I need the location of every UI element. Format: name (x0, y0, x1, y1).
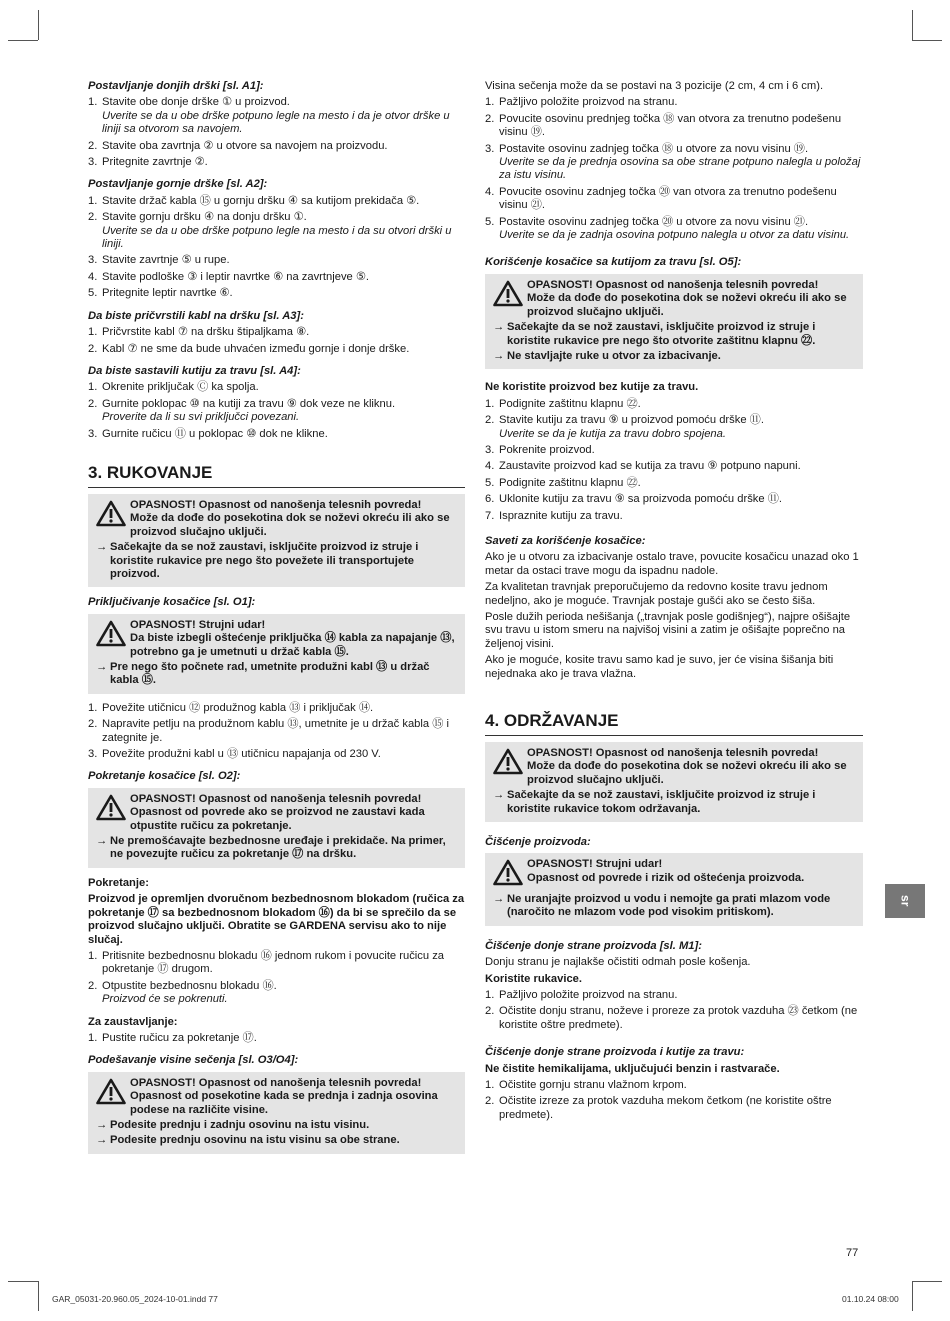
warning-instruction (96, 1119, 457, 1132)
steps-list (88, 326, 465, 356)
crop-mark (38, 1281, 39, 1311)
subheading: Da biste sastavili kutiju za travu [sl. A4]: (88, 364, 301, 377)
list-item-text: Podignite zaštitnu klapnu ㉒. (499, 476, 641, 489)
arrow-right-icon: → (96, 1134, 108, 1147)
list-item-number: 1. (485, 397, 495, 410)
subheading: Korišćenje kosačice sa kutijom za travu [sl. O5]: (485, 256, 742, 269)
list-item-number: 1. (88, 96, 98, 109)
crop-mark (38, 10, 39, 40)
warning-instruction-text: Pre nego što počnete rad, umetnite produžni kabl ⑬ u držač kabla ⑮. (110, 661, 430, 687)
steps-list (88, 195, 465, 301)
list-item-text: Povežite utičnicu ⑫ produžnog kabla ⑬ i priključak ⑭. (102, 701, 374, 714)
left-column (88, 80, 465, 1162)
list-item (88, 211, 465, 251)
warning-triangle-icon (493, 279, 527, 319)
page-number: 77 (846, 1247, 859, 1259)
list-item-number: 7. (485, 509, 495, 522)
warning-title: OPASNOST! Opasnost od nanošenja telesnih povreda! (130, 1076, 422, 1089)
list-item-text: Okrenite priključak Ⓒ ka spolja. (102, 381, 259, 394)
list-item (485, 96, 863, 109)
list-item-text: Pričvrstite kabl ⑦ na dršku štipaljkama ⑧. (102, 326, 310, 339)
list-item-number: 3. (88, 427, 98, 440)
subheading: Priključivanje kosačice [sl. O1]: (88, 596, 256, 609)
warning-triangle-icon (493, 747, 527, 787)
footer-file-info: GAR_05031-20.960.05_2024-10-01.indd 77 (52, 1294, 218, 1304)
warning-text (130, 793, 457, 833)
list-item (88, 702, 465, 715)
list-item-number: 5. (88, 287, 98, 300)
list-item-text: Očistite izreze za protok vazduha mekom četkom (ne koristite oštre predmete). (499, 1095, 832, 1121)
list-item (88, 287, 465, 300)
warning-description: Može da dođe do posekotina dok se noževi okreću ili ako se proizvod slučajno uključi. (130, 512, 450, 538)
warning-title: OPASNOST! Opasnost od nanošenja telesnih povreda! (130, 498, 422, 511)
list-item-number: 2. (485, 1095, 495, 1108)
warning-box (485, 742, 863, 822)
section-heading-rukovanje: 3. RUKOVANJE (88, 463, 465, 488)
list-item-number: 1. (88, 194, 98, 207)
list-item-number: 1. (485, 1078, 495, 1091)
list-item-number: 5. (485, 215, 495, 228)
list-item-number: 2. (485, 414, 495, 427)
list-item-text: Napravite petlju na produžnom kablu ⑬, umetnite je u držač kabla ⑮ i zategnite je. (102, 718, 449, 744)
list-item (88, 718, 465, 745)
footer-date: 01.10.24 08:00 (842, 1294, 899, 1304)
list-item-number: 1. (88, 701, 98, 714)
warning-instruction-text: Ne uranjajte proizvod u vodu i nemojte ga prati mlazom vode (naročito ne mlazom vode pod visokim pritiskom). (507, 892, 831, 919)
steps-list (88, 1032, 465, 1045)
list-item (88, 950, 465, 977)
list-item (485, 143, 863, 183)
warning-text (130, 499, 457, 539)
warning-box (88, 614, 465, 694)
list-item (485, 477, 863, 490)
list-item (88, 326, 465, 339)
warning-triangle-icon (96, 619, 130, 659)
right-column (485, 80, 863, 1125)
list-item-note: Uverite se da je zadnja osovina potpuno nalegla u otvor za datu visinu. (499, 229, 850, 242)
list-item-number: 3. (88, 156, 98, 169)
list-item-text: Pritegnite zavrtnje ②. (102, 156, 208, 169)
steps-list (485, 96, 863, 242)
warning-instruction (493, 893, 855, 920)
list-item-text: Pustite ručicu za pokretanje ⑰. (102, 1031, 257, 1044)
list-item-number: 1. (88, 1031, 98, 1044)
warning-triangle-icon (96, 1077, 130, 1117)
arrow-right-icon: → (96, 835, 108, 848)
warning-box (88, 1072, 465, 1154)
warning-description: Da biste izbegli oštećenje priključka ⑭ kabla za napajanje ⑬, potrebno ga je umetnuti u držač kabla ⑮. (130, 632, 455, 658)
list-item-text: Očistite donju stranu, noževe i proreze za protok vazduha ㉓ četkom (ne koristite oštre predmete). (499, 1005, 858, 1031)
warning-box (485, 274, 863, 369)
warning-title: OPASNOST! Strujni udar! (130, 618, 266, 631)
warning-title: OPASNOST! Opasnost od nanošenja telesnih povreda! (527, 747, 819, 760)
list-item (485, 989, 863, 1002)
list-item (88, 1032, 465, 1045)
subheading: Postavljanje donjih drški [sl. A1]: (88, 80, 264, 92)
warning-triangle-icon (96, 499, 130, 539)
list-item-number: 2. (88, 139, 98, 152)
list-item (88, 195, 465, 208)
arrow-right-icon: → (96, 541, 108, 554)
list-item-text: Stavite oba zavrtnja ② u otvore sa navojem na proizvodu. (102, 139, 388, 152)
list-item-text: Povežite produžni kabl u ⑬ utičnicu napajanja od 230 V. (102, 748, 381, 761)
list-item (88, 96, 465, 136)
crop-mark (912, 1281, 942, 1282)
subheading: Čišćenje proizvoda: (485, 836, 591, 849)
intro-paragraph: Visina sečenja može da se postavi na 3 pozicije (2 cm, 4 cm i 6 cm). (485, 80, 824, 92)
list-item-text: Postavite osovinu zadnjeg točka ⑱ u otvore za novu visinu ⑲. (499, 142, 809, 155)
warning-instruction (493, 321, 855, 348)
warning-description: Opasnost od posekotine kada se prednja i zadnja osovina podese na različite visine. (130, 1090, 438, 1116)
warning-instruction (96, 661, 457, 688)
list-item-number: 2. (485, 1005, 495, 1018)
paragraph: Posle dužih perioda nešišanja („travnjak posle godišnjeg“), najpre ošišajte svu travu u istom smeru na najvišoj visini a zatim je ošišajte poprečno na željenoj visini. (485, 611, 851, 650)
list-item-text: Otpustite bezbednosnu blokadu ⑯. (102, 979, 277, 992)
list-item-number: 2. (88, 211, 98, 224)
arrow-right-icon: → (96, 1118, 108, 1131)
steps-list (88, 950, 465, 1007)
section-heading-odrzavanje: 4. ODRŽAVANJE (485, 711, 863, 736)
warning-title: OPASNOST! Strujni udar! (527, 858, 663, 871)
list-item-text: Pritegnite leptir navrtke ⑥. (102, 287, 233, 300)
list-item-text: Stavite zavrtnje ⑤ u rupe. (102, 254, 230, 267)
subheading-bold: Za zaustavljanje: (88, 1015, 178, 1028)
warning-description: Opasnost od povrede i rizik od oštećenja proizvoda. (527, 871, 805, 884)
list-item-number: 5. (485, 476, 495, 489)
list-item-number: 1. (88, 381, 98, 394)
subheading: Da biste pričvrstili kabl na dršku [sl. A3]: (88, 309, 304, 322)
arrow-right-icon: → (493, 321, 505, 334)
list-item (485, 414, 863, 441)
list-item (485, 186, 863, 213)
crop-mark (912, 1281, 913, 1311)
list-item-number: 3. (88, 254, 98, 267)
warning-box (88, 494, 465, 587)
warning-description: Može da dođe do posekotina dok se noževi okreću ili ako se proizvod slučajno uključi. (527, 292, 847, 318)
warning-instruction (96, 835, 457, 862)
list-item-number: 6. (485, 493, 495, 506)
warning-instruction-text: Sačekajte da se nož zaustavi, isključite proizvod iz struje i koristite rukavice pre nego što otvorite zaštitnu klapnu ㉒. (507, 321, 816, 347)
steps-list (88, 702, 465, 762)
list-item-text: Pokrenite proizvod. (499, 443, 595, 456)
list-item (485, 510, 863, 523)
warning-instruction-text: Ne premošćavajte bezbednosne uređaje i prekidače. Na primer, ne povezujte ručicu za pokretanje ⑰ na dršku. (110, 835, 446, 861)
list-item-note: Uverite se da je kutija za travu dobro spojena. (499, 427, 726, 440)
list-item-text: Zaustavite proizvod kad se kutija za travu ⑨ potpuno napuni. (499, 460, 801, 473)
arrow-right-icon: → (493, 789, 505, 802)
bold-paragraph: Ne čistite hemikalijama, uključujući benzin i rastvarače. (485, 1062, 780, 1075)
list-item (485, 444, 863, 457)
list-item (88, 398, 465, 425)
list-item-text: Pritisnite bezbednosnu blokadu ⑯ jednom rukom i povucite ručicu za pokretanje ⑰ drugom. (102, 949, 445, 976)
warning-text (527, 858, 855, 890)
warning-box (88, 788, 465, 868)
warning-instruction (493, 350, 855, 363)
list-item-text: Očistite gornju stranu vlažnom krpom. (499, 1078, 687, 1091)
list-item-text: Stavite gornju dršku ④ na donju dršku ①. (102, 211, 307, 224)
crop-mark (912, 40, 942, 41)
warning-triangle-icon (96, 793, 130, 833)
list-item-note: Proizvod će se pokrenuti. (102, 993, 228, 1006)
list-item (88, 156, 465, 169)
list-item-note: Uverite se da u obe drške potpuno legle na mesto i da je otvor drške u liniji sa otvorom sa navojem. (102, 109, 450, 136)
warning-text (527, 279, 855, 319)
list-item-text: Gurnite ručicu ⑪ u poklopac ⑩ dok ne klikne. (102, 427, 328, 440)
list-item-text: Postavite osovinu zadnjeg točka ⑳ u otvore za novu visinu ㉑. (499, 215, 809, 228)
list-item-text: Gurnite poklopac ⑩ na kutiji za travu ⑨ dok veze ne kliknu. (102, 397, 396, 410)
subheading-bold: Pokretanje: (88, 876, 149, 889)
list-item (485, 398, 863, 411)
list-item-number: 3. (88, 748, 98, 761)
list-item-number: 1. (88, 949, 98, 962)
warning-instruction (493, 789, 855, 816)
language-tab (885, 884, 925, 918)
list-item-number: 1. (485, 96, 495, 109)
list-item-text: Pažljivo položite proizvod na stranu. (499, 988, 678, 1001)
bold-paragraph: Koristite rukavice. (485, 972, 583, 985)
list-item-number: 2. (88, 718, 98, 731)
list-item-text: Stavite držač kabla ⑮ u gornju dršku ④ sa kutijom prekidača ⑤. (102, 194, 420, 207)
arrow-right-icon: → (493, 892, 505, 905)
paragraph-group (485, 551, 863, 681)
paragraph: Ako je moguće, kosite travu samo kad je suvo, jer će visina šišanja biti nejednaka ako je trava vlažna. (485, 654, 834, 680)
crop-mark (8, 1281, 38, 1282)
list-item-number: 3. (485, 443, 495, 456)
list-item (88, 381, 465, 394)
list-item (88, 140, 465, 153)
list-item-text: Pažljivo položite proizvod na stranu. (499, 96, 678, 109)
warning-instruction (96, 541, 457, 581)
list-item-text: Stavite obe donje drške ① u proizvod. (102, 96, 290, 109)
list-item (485, 113, 863, 140)
list-item-note: Proverite da li su svi priključci povezani. (102, 411, 300, 424)
list-item-number: 4. (485, 185, 495, 198)
list-item (485, 1005, 863, 1032)
subheading: Čišćenje donje strane proizvoda [sl. M1]: (485, 939, 702, 952)
list-item-text: Uklonite kutiju za travu ⑨ sa proizvoda pomoću drške ⑪. (499, 493, 783, 506)
warning-triangle-icon (493, 858, 527, 890)
paragraph: Ako je u otvoru za izbacivanje ostalo trave, povucite kosačicu unazad oko 1 metar da ostaci trave mogu da ispadnu nadole. (485, 551, 859, 577)
list-item-number: 2. (88, 342, 98, 355)
steps-list (485, 989, 863, 1032)
list-item (485, 1095, 863, 1122)
warning-instruction (96, 1134, 457, 1147)
list-item-number: 4. (485, 460, 495, 473)
warning-instruction-text: Podesite prednju i zadnju osovinu na istu visinu. (110, 1118, 370, 1131)
list-item-number: 1. (485, 988, 495, 1001)
list-item-text: Stavite podloške ③ i leptir navrtke ⑥ na zavrtnjeve ⑤. (102, 270, 370, 283)
warning-instruction-text: Sačekajte da se nož zaustavi, isključite proizvod iz struje i koristite rukavice tokom održavanja. (507, 789, 816, 815)
bold-paragraph: Ne koristite proizvod bez kutije za travu. (485, 381, 699, 394)
list-item (88, 428, 465, 441)
list-item-number: 1. (88, 326, 98, 339)
steps-list (485, 1079, 863, 1122)
steps-list (88, 96, 465, 169)
subheading: Pokretanje kosačice [sl. O2]: (88, 770, 241, 783)
paragraph: Za kvalitetan travnjak preporučujemo da redovno kosite travu jednom nedeljno, ako je moguće. Travnjak postaje gušći ako se često šiša. (485, 581, 828, 607)
list-item (485, 460, 863, 473)
subheading: Saveti za korišćenje kosačice: (485, 534, 646, 547)
bold-paragraph: Proizvod je opremljen dvoručnom bezbednosnom blokadom (ručica za pokretanje ⑰ sa bezbednosnom blokadom ⑯) da bi se sprečilo da se proizvod slučajno uključi. Obratite se GARDENA servisu ako to nije slučaj. (88, 893, 465, 946)
warning-title: OPASNOST! Opasnost od nanošenja telesnih povreda! (527, 278, 819, 291)
list-item (88, 748, 465, 761)
list-item-text: Stavite kutiju za travu ⑨ u proizvod pomoću drške ⑪. (499, 414, 764, 427)
list-item (88, 343, 465, 356)
warning-instruction-text: Podesite prednju osovinu na istu visinu sa obe strane. (110, 1134, 400, 1147)
list-item-number: 2. (88, 979, 98, 992)
language-tab-label: sr (898, 895, 913, 907)
warning-text (130, 619, 457, 659)
list-item-text: Ispraznite kutiju za travu. (499, 509, 623, 522)
steps-list (88, 381, 465, 441)
list-item-text: Kabl ⑦ ne sme da bude uhvaćen između gornje i donje drške. (102, 342, 410, 355)
warning-box (485, 853, 863, 925)
list-item-text: Podignite zaštitnu klapnu ㉒. (499, 397, 641, 410)
list-item (88, 980, 465, 1007)
list-item (485, 493, 863, 506)
subheading: Postavljanje gornje drške [sl. A2]: (88, 178, 268, 191)
subheading: Podešavanje visine sečenja [sl. O3/O4]: (88, 1054, 299, 1067)
list-item-number: 2. (485, 112, 495, 125)
subheading: Čišćenje donje strane proizvoda i kutije za travu: (485, 1046, 745, 1059)
arrow-right-icon: → (493, 349, 505, 362)
paragraph: Donju stranu je najlakše očistiti odmah posle košenja. (485, 956, 751, 969)
list-item-number: 3. (485, 142, 495, 155)
warning-description: Opasnost od povrede ako se proizvod ne zaustavi kada otpustite ručicu za pokretanje. (130, 806, 425, 832)
steps-list (485, 398, 863, 523)
list-item (485, 1079, 863, 1092)
list-item-note: Uverite se da u obe drške potpuno legle na mesto i da su otvori drški u liniji. (102, 224, 452, 251)
warning-text (130, 1077, 457, 1117)
list-item (485, 216, 863, 243)
list-item-note: Uverite se da je prednja osovina sa obe strane potpuno nalegla u položaj za istu visinu. (499, 156, 861, 182)
warning-title: OPASNOST! Opasnost od nanošenja telesnih povreda! (130, 792, 422, 805)
list-item (88, 271, 465, 284)
list-item-number: 2. (88, 397, 98, 410)
warning-text (527, 747, 855, 787)
list-item-number: 4. (88, 270, 98, 283)
crop-mark (8, 40, 38, 41)
arrow-right-icon: → (96, 661, 108, 673)
list-item (88, 254, 465, 267)
warning-instruction-text: Ne stavljajte ruke u otvor za izbacivanje. (507, 349, 721, 362)
crop-mark (912, 10, 913, 40)
list-item-text: Povucite osovinu prednjeg točka ⑱ van otvora za trenutno podešenu visinu ⑲. (499, 112, 842, 139)
list-item-text: Povucite osovinu zadnjeg točka ⑳ van otvora za trenutno podešenu visinu ㉑. (499, 185, 837, 212)
warning-instruction-text: Sačekajte da se nož zaustavi, isključite proizvod iz struje i koristite rukavice pre nego što povežete ili transportujete proizvod. (110, 541, 419, 580)
warning-description: Može da dođe do posekotina dok se noževi okreću ili ako se proizvod slučajno uključi. (527, 760, 847, 786)
